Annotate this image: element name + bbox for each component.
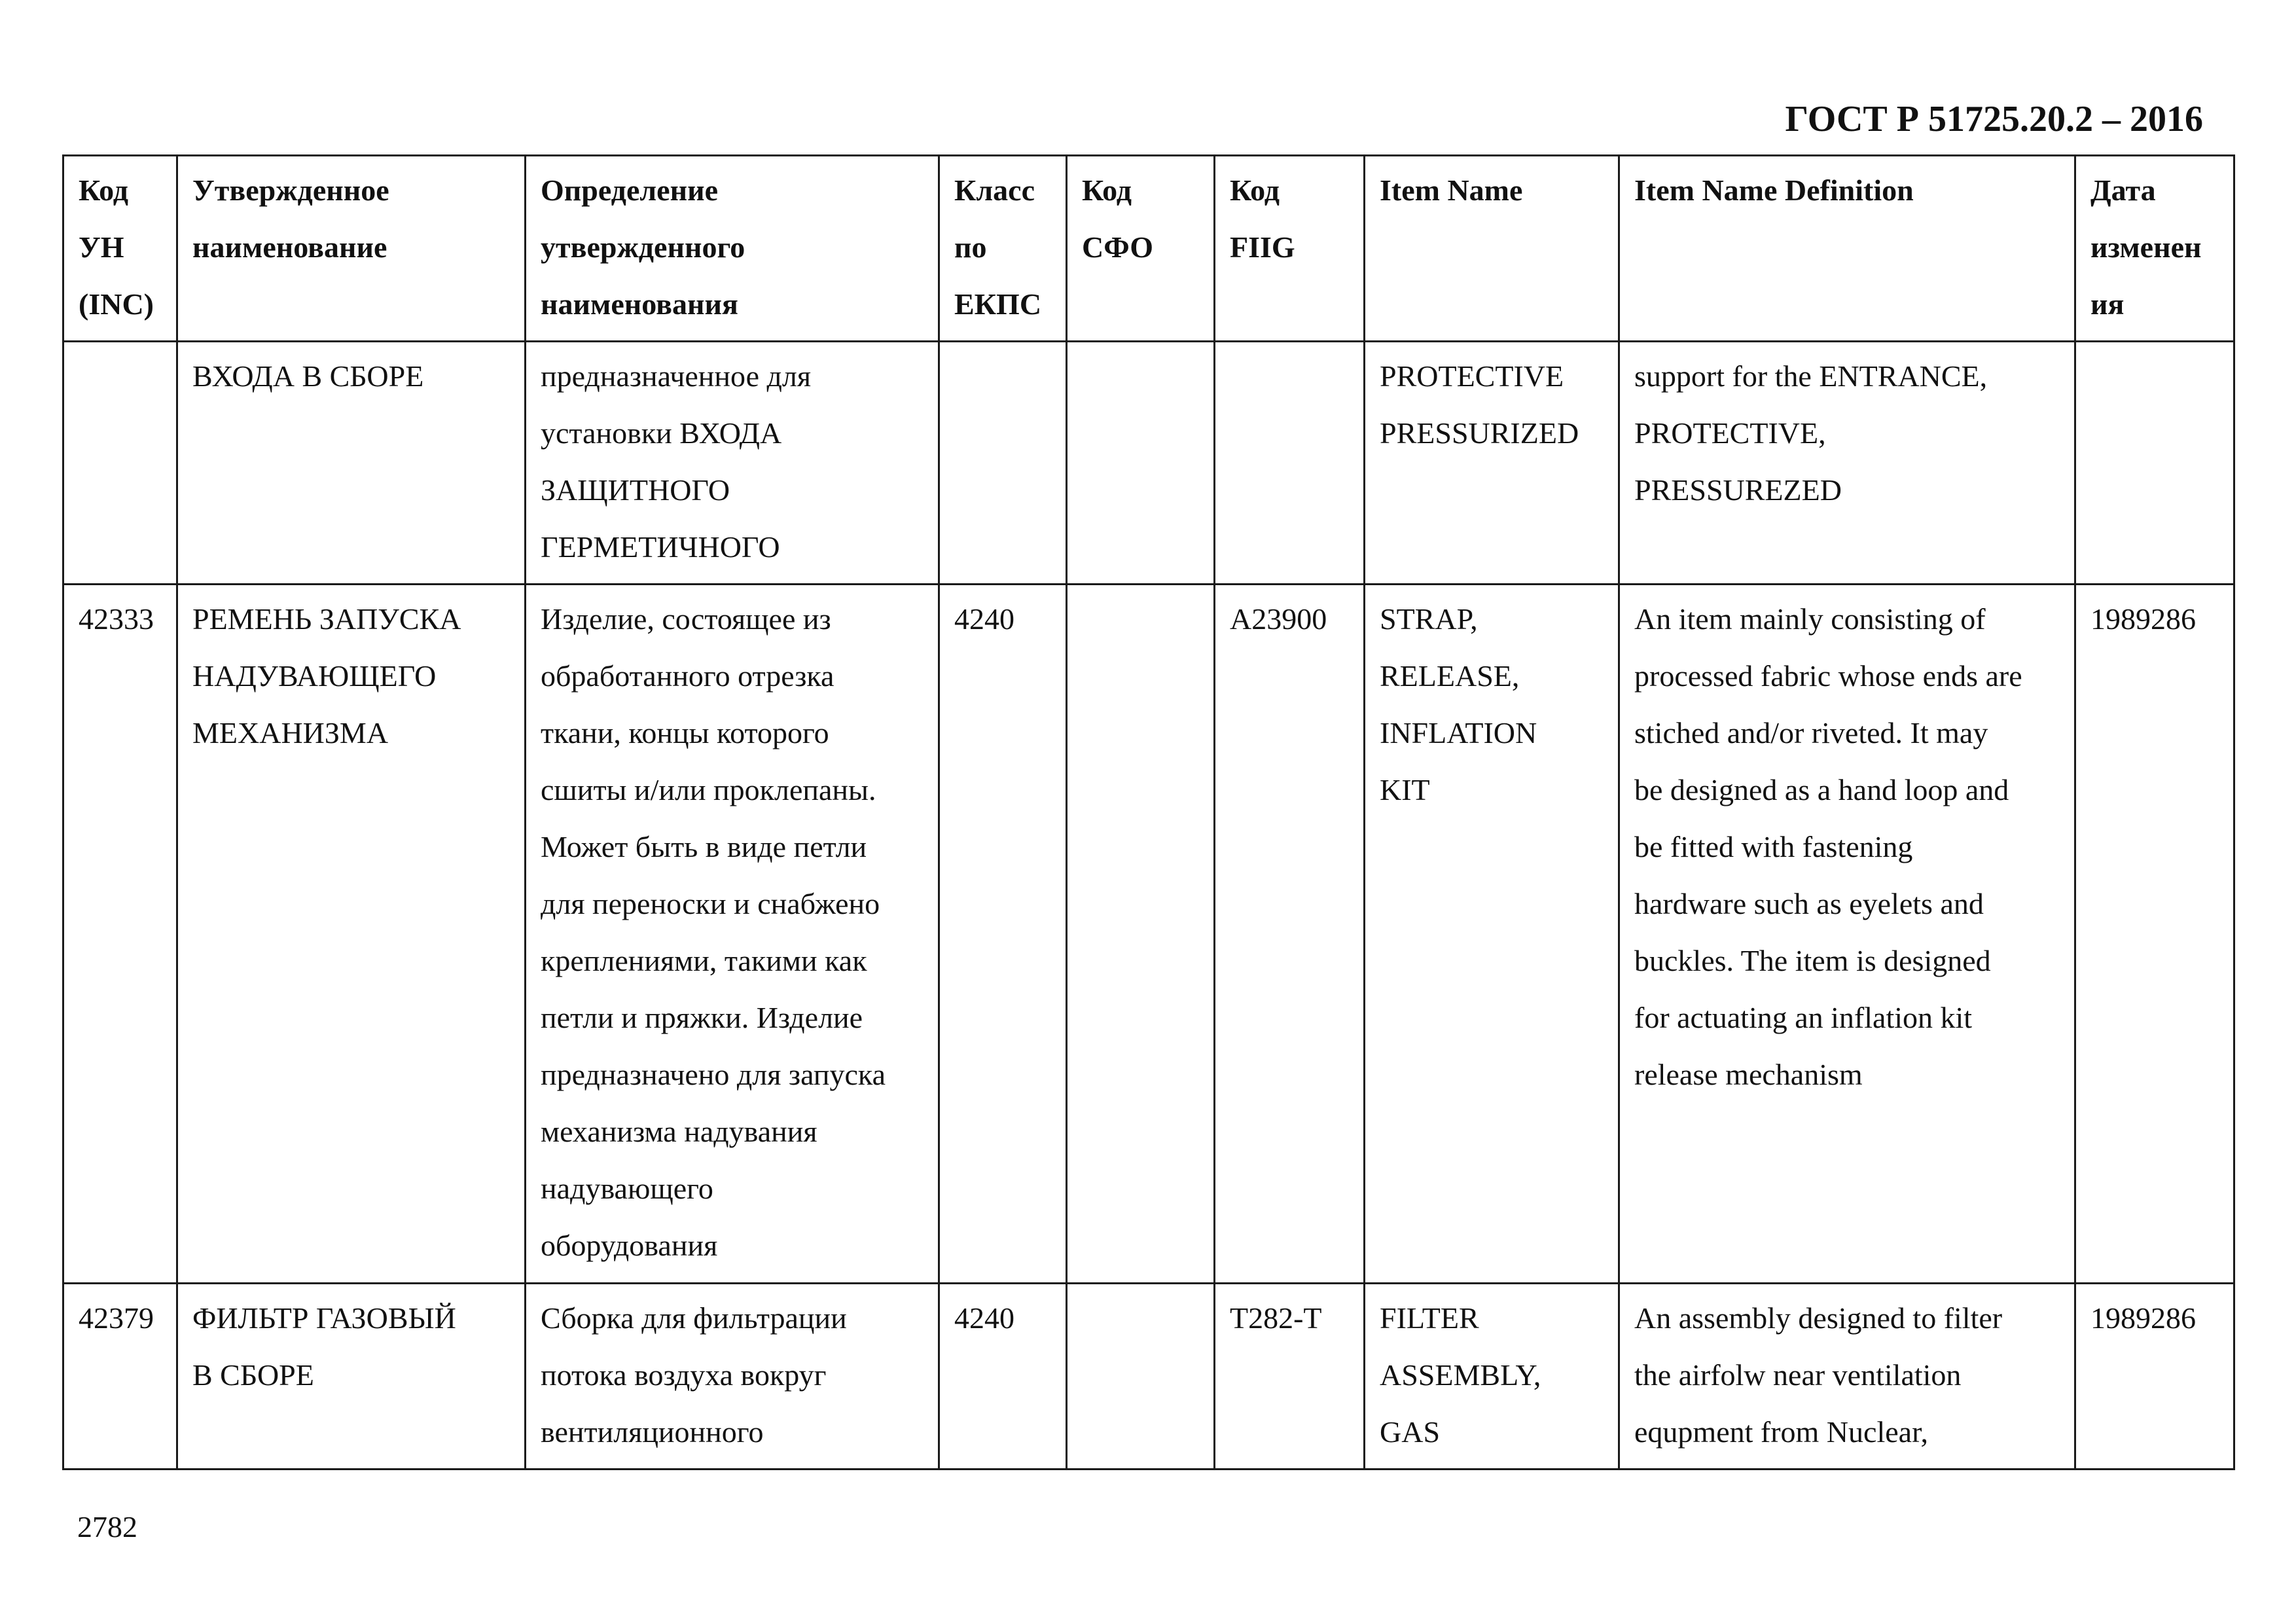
cell-ekps-class [939,342,1067,585]
header-item-name-definition: Item Name Definition [1619,156,2075,342]
classification-table [62,154,2235,1470]
cell-approved-name: РЕМЕНЬ ЗАПУСКА НАДУВАЮЩЕГО МЕХАНИЗМА [177,585,526,1284]
cell-inc: 42333 [63,585,177,1284]
cell-change-date [2075,342,2234,585]
cell-sfo-code [1067,1284,1215,1470]
header-ekps-class: Класс по ЕКПС [939,156,1067,342]
cell-definition: предназначенное для установки ВХОДА ЗАЩИТНОГО ГЕРМЕТИЧНОГО [526,342,939,585]
cell-fiig-code: T282-T [1215,1284,1365,1470]
cell-approved-name: ВХОДА В СБОРЕ [177,342,526,585]
cell-ekps-class: 4240 [939,585,1067,1284]
cell-sfo-code [1067,342,1215,585]
header-item-name: Item Name [1365,156,1619,342]
cell-fiig-code: A23900 [1215,585,1365,1284]
cell-inc [63,342,177,585]
cell-ekps-class: 4240 [939,1284,1067,1470]
header-inc: Код УН (INC) [63,156,177,342]
cell-item-name: FILTER ASSEMBLY, GAS [1365,1284,1619,1470]
header-fiig-code: Код FIIG [1215,156,1365,342]
table-row [63,585,2234,1284]
header-approved-name: Утвержденное наименование [177,156,526,342]
cell-item-name-definition: An item mainly consisting of processed fabric whose ends are stiched and/or riveted. It may be designed as a hand loop and be fitted with fastening hardware such as eyelets and buckles. The item is designed for actuating an inflation kit release mechanism [1619,585,2075,1284]
cell-definition: Сборка для фильтрации потока воздуха вокруг вентиляционного [526,1284,939,1470]
cell-item-name-definition: support for the ENTRANCE, PROTECTIVE, PRESSUREZED [1619,342,2075,585]
cell-item-name: STRAP, RELEASE, INFLATION KIT [1365,585,1619,1284]
header-change-date: Дата изменен ия [2075,156,2234,342]
cell-fiig-code [1215,342,1365,585]
cell-inc: 42379 [63,1284,177,1470]
table-row [63,342,2234,585]
cell-change-date: 1989286 [2075,585,2234,1284]
header-sfo-code: Код СФО [1067,156,1215,342]
cell-item-name-definition: An assembly designed to filter the airfolw near ventilation equpment from Nuclear, [1619,1284,2075,1470]
cell-approved-name: ФИЛЬТР ГАЗОВЫЙ В СБОРЕ [177,1284,526,1470]
table-header-row [63,156,2234,342]
header-definition: Определение утвержденного наименования [526,156,939,342]
cell-change-date: 1989286 [2075,1284,2234,1470]
table-row [63,1284,2234,1470]
page-number: 2782 [77,1510,137,1543]
cell-definition: Изделие, состоящее из обработанного отрезка ткани, концы которого сшиты и/или проклепаны. Может быть в виде петли для переноски и снабжено креплениями, такими как петли и пряжки. Изделие предназначено для запуска механизма надувания надувающего оборудования [526,585,939,1284]
cell-sfo-code [1067,585,1215,1284]
document-code: ГОСТ Р 51725.20.2 – 2016 [1785,99,2203,139]
cell-item-name: PROTECTIVE PRESSURIZED [1365,342,1619,585]
